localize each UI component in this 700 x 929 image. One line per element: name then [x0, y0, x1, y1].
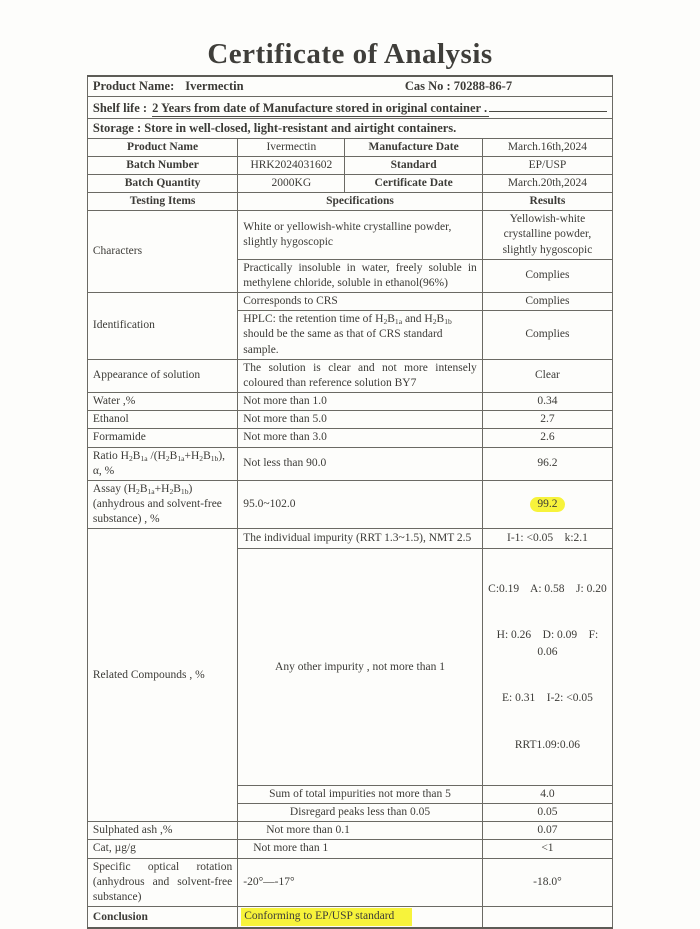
related-result-3: 4.0 [482, 785, 612, 803]
related-result-2-line-4: RRT1.09:0.06 [514, 739, 580, 752]
characters-spec-1: White or yellowish-white crystalline powder, slightly hygoscopic [238, 211, 483, 260]
document-title: Certificate of Analysis [207, 38, 493, 70]
appearance-label: Appearance of solution [87, 359, 237, 392]
assay-spec: 95.0~102.0 [238, 480, 483, 529]
row-identification-1 [87, 293, 612, 311]
column-header-row [87, 193, 612, 211]
info-manufacture-date-value: March.16th,2024 [482, 138, 612, 156]
info-certificate-date-label: Certificate Date [345, 174, 482, 192]
water-result: 0.34 [482, 393, 612, 411]
info-row-3 [87, 174, 612, 192]
product-cas-cell [87, 76, 612, 96]
conclusion-result-empty [482, 907, 612, 929]
identification-result-1: Complies [482, 293, 612, 311]
shelf-life-cell [87, 96, 612, 119]
related-spec-2: Any other impurity , not more than 1 [238, 549, 483, 785]
shelf-life-value: 2 Years from date of Manufacture stored in original container . [152, 100, 489, 118]
related-spec-1: The individual impurity (RRT 1.3~1.5), NMT 2.5 [238, 529, 483, 549]
identification-spec-1: Corresponds to CRS [238, 293, 483, 311]
product-name-label: Product Name: [92, 79, 175, 93]
sulphated-ash-label: Sulphated ash ,% [87, 822, 237, 840]
ethanol-result: 2.7 [482, 411, 612, 429]
appearance-spec: The solution is clear and not more intensely coloured than reference solution BY7 [238, 359, 483, 392]
shelf-life-rule-line [489, 98, 607, 112]
row-cat [87, 840, 612, 858]
row-optical-rotation [87, 858, 612, 907]
ethanol-spec: Not more than 5.0 [238, 411, 483, 429]
identification-spec-2: HPLC: the retention time of $H_2B_{1a}$ and $H_2B_{1b}$ should be the same as that of CRS standard sample. [238, 311, 483, 360]
conclusion-label: Conclusion [87, 907, 237, 929]
header-row-product-cas [87, 76, 612, 96]
formamide-result: 2.6 [482, 429, 612, 447]
characters-result-2: Complies [482, 259, 612, 292]
formamide-spec: Not more than 3.0 [238, 429, 483, 447]
optical-rotation-spec: -20°—-17° [238, 858, 483, 907]
column-header-results: Results [482, 193, 612, 211]
ratio-spec: Not less than 90.0 [238, 447, 483, 480]
sulphated-ash-spec: Not more than 0.1 [238, 822, 483, 840]
appearance-result: Clear [482, 359, 612, 392]
row-assay [87, 480, 612, 529]
info-row-1 [87, 138, 612, 156]
assay-label: Assay $(H_2B_{1a}+H_2B_{1b})$ (anhydrous and solvent-free substance) , % [87, 480, 237, 529]
row-formamide [87, 429, 612, 447]
info-product-name-value: Ivermectin [238, 138, 345, 156]
conclusion-highlight: Conforming to EP/USP standard [241, 908, 412, 926]
header-row-storage [87, 119, 612, 139]
column-header-specifications: Specifications [238, 193, 483, 211]
related-spec-4: Disregard peaks less than 0.05 [238, 803, 483, 821]
related-result-2 [482, 549, 612, 785]
ethanol-label: Ethanol [87, 411, 237, 429]
certificate-table [87, 75, 613, 929]
cat-result: <1 [482, 840, 612, 858]
related-compounds-label: Related Compounds , % [87, 529, 237, 822]
row-characters-1 [87, 211, 612, 260]
identification-result-2: Complies [482, 311, 612, 360]
info-certificate-date-value: March.20th,2024 [482, 174, 612, 192]
characters-result-1: Yellowish-white crystalline powder, slightly hygoscopic [482, 211, 612, 260]
identification-label: Identification [87, 293, 237, 360]
optical-rotation-result: -18.0° [482, 858, 612, 907]
water-label: Water ,% [87, 393, 237, 411]
row-ethanol [87, 411, 612, 429]
ratio-label: Ratio $H_2B_{1a}$ $/(H_2B_{1a}+H_2B_{1b})$, α, % [87, 447, 237, 480]
characters-label: Characters [87, 211, 237, 293]
info-manufacture-date-label: Manufacture Date [345, 138, 482, 156]
info-batch-number-value: HRK2024031602 [238, 156, 345, 174]
info-batch-quantity-label: Batch Quantity [87, 174, 237, 192]
sulphated-ash-result: 0.07 [482, 822, 612, 840]
row-related-1 [87, 529, 612, 549]
row-water [87, 393, 612, 411]
related-result-4: 0.05 [482, 803, 612, 821]
characters-spec-2: Practically insoluble in water, freely soluble in methylene chloride, soluble in ethanol(96%) [238, 259, 483, 292]
cat-spec: Not more than 1 [238, 840, 483, 858]
info-product-name-label: Product Name [87, 138, 237, 156]
water-spec: Not more than 1.0 [238, 393, 483, 411]
shelf-life-label: Shelf life : [92, 100, 148, 115]
row-appearance [87, 359, 612, 392]
cas-number: Cas No : 70288-86-7 [404, 79, 513, 93]
row-ratio [87, 447, 612, 480]
optical-rotation-label: Specific optical rotation (anhydrous and solvent-free substance) [87, 858, 237, 907]
row-sulphated-ash [87, 822, 612, 840]
info-batch-quantity-value: 2000KG [238, 174, 345, 192]
product-name-value: Ivermectin [185, 79, 244, 93]
assay-result [482, 480, 612, 529]
assay-result-highlight: 99.2 [530, 497, 564, 512]
info-standard-value: EP/USP [482, 156, 612, 174]
related-result-2-line-1: C:0.19 A: 0.58 J: 0.20 [488, 582, 607, 595]
related-result-1: I-1: <0.05 k:2.1 [482, 529, 612, 549]
conclusion-value-cell [238, 907, 483, 929]
info-batch-number-label: Batch Number [87, 156, 237, 174]
header-row-shelf-life [87, 96, 612, 119]
ratio-result: 96.2 [482, 447, 612, 480]
info-row-2 [87, 156, 612, 174]
cat-label: Cat, µg/g [87, 840, 237, 858]
related-spec-3: Sum of total impurities not more than 5 [238, 785, 483, 803]
related-result-2-line-3: E: 0.31 I-2: <0.05 [502, 692, 593, 705]
related-result-2-line-2: H: 0.26 D: 0.09 F: 0.06 [496, 629, 602, 658]
column-header-testing-items: Testing Items [87, 193, 237, 211]
row-conclusion [87, 907, 612, 929]
info-standard-label: Standard [345, 156, 482, 174]
formamide-label: Formamide [87, 429, 237, 447]
storage-note: Storage : Store in well-closed, light-resistant and airtight containers. [87, 119, 612, 139]
